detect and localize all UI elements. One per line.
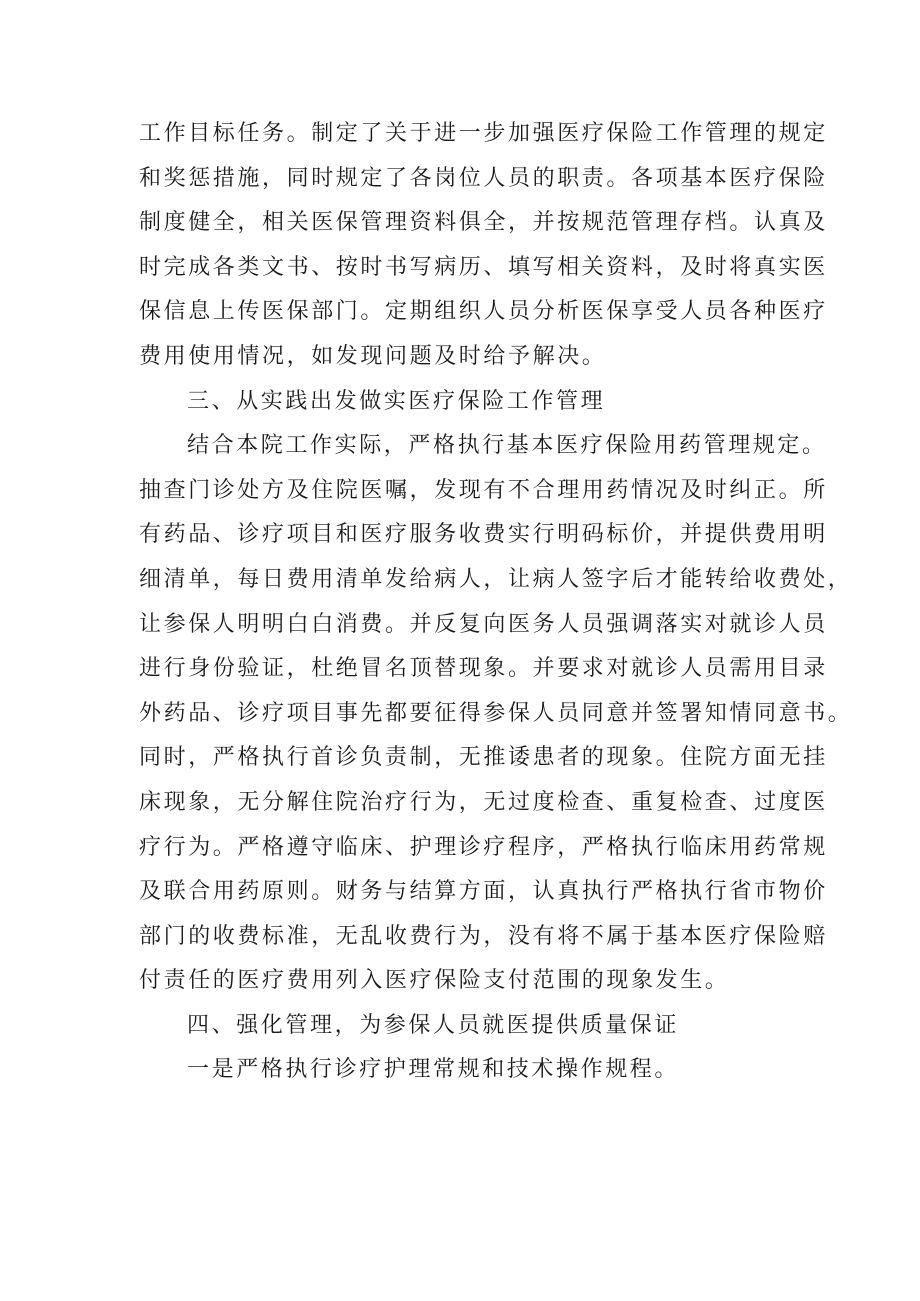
text-line: 制度健全，相关医保管理资料俱全，并按规范管理存档。认真及 <box>139 210 828 236</box>
text-line: 抽查门诊处方及住院医嘱，发现有不合理用药情况及时纠正。所 <box>139 477 828 503</box>
text-line: 工作目标任务。制定了关于进一步加强医疗保险工作管理的规定 <box>139 121 828 146</box>
text-line: 及联合用药原则。财务与结算方面，认真执行严格执行省市物价 <box>139 879 828 905</box>
text-line: 结合本院工作实际，严格执行基本医疗保险用药管理规定。 <box>187 433 827 459</box>
text-line: 细清单，每日费用清单发给病人，让病人签字后才能转给收费处， <box>139 566 853 592</box>
text-line: 费用使用情况，如发现问题及时给予解决。 <box>139 343 607 369</box>
text-line: 部门的收费标准，无乱收费行为，没有将不属于基本医疗保险赔 <box>139 923 828 949</box>
paragraph-standards: 一是严格执行诊疗护理常规和技术操作规程。 <box>187 1057 680 1083</box>
paragraph-practice <box>139 424 853 1004</box>
text-line: 同时，严格执行首诊负责制，无推诿患者的现象。住院方面无挂 <box>139 745 828 771</box>
text-line: 保信息上传医保部门。定期组织人员分析医保享受人员各种医疗 <box>139 299 828 325</box>
text-line: 让参保人明明白白消费。并反复向医务人员强调落实对就诊人员 <box>139 611 828 637</box>
text-line: 和奖惩措施，同时规定了各岗位人员的职责。各项基本医疗保险 <box>139 165 828 191</box>
document-body <box>139 112 853 1093</box>
text-line: 疗行为。严格遵守临床、护理诊疗程序，严格执行临床用药常规 <box>139 834 828 860</box>
text-line: 付责任的医疗费用列入医疗保险支付范围的现象发生。 <box>139 968 730 994</box>
text-line: 有药品、诊疗项目和医疗服务收费实行明码标价，并提供费用明 <box>139 522 828 548</box>
section-heading-4: 四、强化管理，为参保人员就医提供质量保证 <box>187 1012 680 1038</box>
text-line: 时完成各类文书、按时书写病历、填写相关资料，及时将真实医 <box>139 254 828 280</box>
text-line: 进行身份验证，杜绝冒名顶替现象。并要求对就诊人员需用目录 <box>139 656 828 682</box>
section-heading-3: 三、从实践出发做实医疗保险工作管理 <box>187 388 606 414</box>
paragraph-work-targets <box>139 112 828 380</box>
text-line: 床现象，无分解住院治疗行为，无过度检查、重复检查、过度医 <box>139 789 828 815</box>
text-line: 外药品、诊疗项目事先都要征得参保人员同意并签署知情同意书。 <box>139 700 853 726</box>
